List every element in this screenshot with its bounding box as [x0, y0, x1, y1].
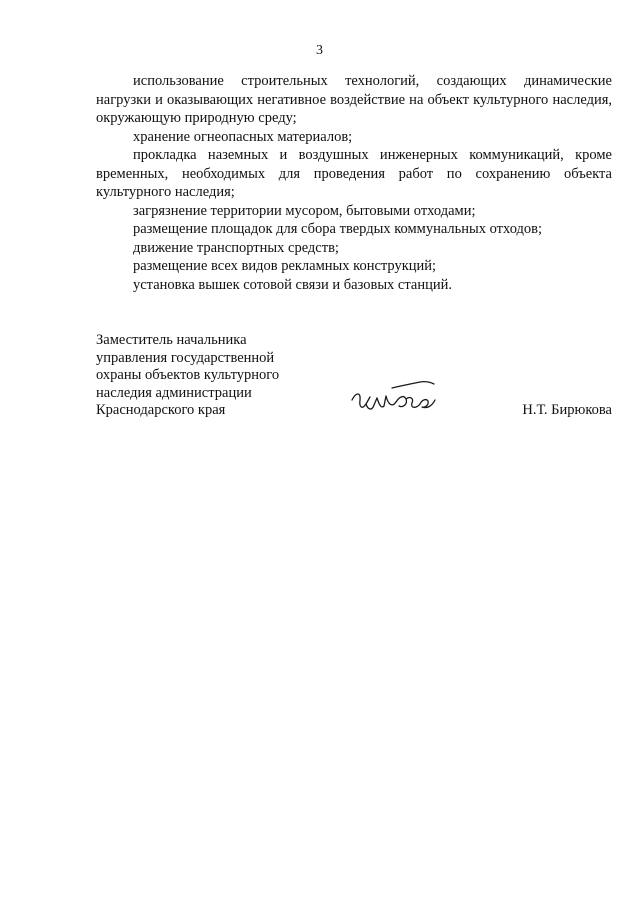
list-item-paragraph: установка вышек сотовой связи и базовых станций.	[133, 276, 452, 293]
list-item-paragraph: загрязнение территории мусором, бытовыми отходами;	[133, 202, 476, 219]
handwritten-signature	[348, 380, 440, 420]
list-item-paragraph: размещение всех видов рекламных конструкций;	[133, 258, 437, 274]
signature-block	[96, 332, 612, 422]
list-item-paragraph: движение транспортных средств;	[133, 239, 339, 256]
signer-position-line: управления государственной	[96, 349, 275, 366]
signer-position-line: Заместитель начальника	[96, 332, 247, 348]
list-item-paragraph: хранение огнеопасных материалов;	[133, 128, 353, 145]
signer-position-line: охраны объектов культурного	[96, 367, 280, 383]
signer-name: Н.Т. Бирюкова	[522, 402, 612, 418]
signer-position-line: Краснодарского края	[96, 402, 226, 418]
signer-position-line: наследия администрации	[96, 384, 252, 401]
document-body	[96, 72, 612, 294]
list-item-paragraph: прокладка наземных и воздушных инженерных коммуникаций, кроме временных, необходимых для проведения работ по сохранению объекта культурного наследия;	[96, 147, 612, 200]
page-number: 3	[316, 43, 323, 58]
list-item-paragraph: размещение площадок для сбора твердых коммунальных отходов;	[133, 221, 543, 237]
signer-position	[96, 332, 336, 420]
list-item-paragraph: использование строительных технологий, создающих динамические нагрузки и оказывающих негативное воздействие на объект культурного наследия, окружающую природную среду;	[96, 73, 612, 126]
